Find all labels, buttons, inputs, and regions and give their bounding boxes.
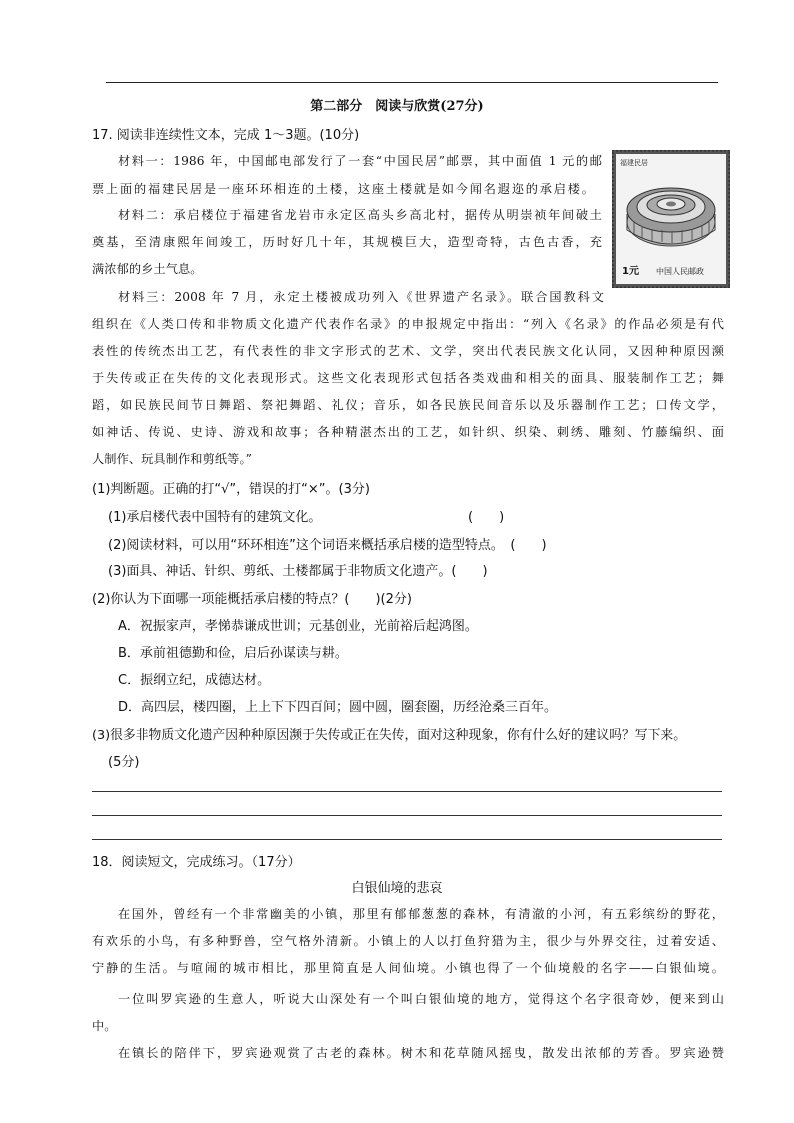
option-b[interactable]: B．承前祖德勤和俭，启后孙谋读与耕。: [118, 646, 348, 661]
story-p1-line-1: 在国外，曾经有一个非常幽美的小镇，那里有郁郁葱葱的森林，有清澈的小河，有五彩缤纷的野花，: [118, 907, 724, 921]
part-title: 第二部分 阅读与欣赏(27分): [310, 99, 484, 114]
stamp-top-label: 福建民居: [620, 159, 648, 167]
top-divider: [106, 82, 718, 83]
story-p3-line-1: 在镇长的陪伴下，罗宾逊观赏了古老的森林。树木和花草随风摇曳，散发出浓郁的芳香。罗宾逊赞: [118, 1046, 724, 1060]
material-1-line-2: 票上面的福建民居是一座环环相连的土楼，这座土楼就是如今闻名遐迩的承启楼。: [92, 182, 594, 196]
answer-line-3[interactable]: [92, 839, 722, 840]
material-1-line-1: 材料一：1986 年，中国邮电部发行了一套“中国民居”邮票，其中面值 1 元的邮: [118, 154, 602, 168]
sub-question-3: (3)很多非物质文化遗产因种种原因濒于失传或正在失传，面对这种现象，你有什么好的建议吗？写下来。: [92, 728, 686, 743]
material-3-line-3: 表性的传统杰出工艺，有代表性的非文字形式的艺术、文学，突出代表民族文化认同，又因种种原因濒: [92, 344, 724, 358]
material-2-line-3: 满浓郁的乡土气息。: [92, 262, 203, 276]
stamp-image: [612, 150, 730, 288]
sub-question-1: (1)判断题。正确的打“√”，错误的打“×”。(3分): [92, 482, 370, 497]
sub-question-2: (2)你认为下面哪一项能概括承启楼的特点？( )(2分): [92, 592, 412, 607]
story-p2-line-1: 一位叫罗宾逊的生意人，听说大山深处有一个叫白银仙境的地方，觉得这个名字很奇妙，便来到山: [118, 992, 724, 1006]
question-17-heading: 17. 阅读非连续性文本，完成 1～3题。(10分): [92, 128, 360, 143]
material-3-line-5: 蹈，如民族民间节日舞蹈、祭祀舞蹈、礼仪；音乐，如各民族民间音乐以及乐器制作工艺；口传文学，: [92, 398, 724, 412]
judgment-3: (3)面具、神话、针织、剪纸、土楼都属于非物质文化遗产。( ): [108, 564, 488, 579]
story-p2-line-2: 中。: [92, 1019, 117, 1033]
material-2-line-1: 材料二：承启楼位于福建省龙岩市永定区高头乡高北村，据传从明崇祯年间破土: [118, 208, 602, 222]
material-3-line-1: 材料三：2008 年 7 月，永定土楼被成功列入《世界遗产名录》。联合国教科文: [118, 290, 604, 304]
question-18-heading: 18．阅读短文，完成练习。（17分）: [92, 855, 301, 870]
material-2-line-2: 奠基，至清康熙年间竣工，历时好几十年，其规模巨大，造型奇特，古色古香，充: [92, 235, 602, 249]
story-p1-line-3: 宁静的生活。与喧闹的城市相比，那里简直是人间仙境。小镇也得了一个仙境般的名字——白银仙境。: [92, 961, 724, 975]
judgment-1: (1)承启楼代表中国特有的建筑文化。: [108, 510, 322, 525]
material-3-line-4: 于失传或正在失传的文化表现形式。这些文化表现形式包括各类戏曲和相关的面具、服装制作工艺；舞: [92, 371, 724, 385]
story-title: 白银仙境的悲哀: [351, 881, 443, 896]
option-a[interactable]: A．祝振家声，孝悌恭谦成世训；元基创业，光前裕后起鸿图。: [118, 619, 478, 634]
stamp-value: 1元: [622, 266, 639, 277]
answer-line-1[interactable]: [92, 791, 722, 792]
stamp-issuer: 中国人民邮政: [656, 267, 704, 276]
answer-line-2[interactable]: [92, 815, 722, 816]
material-3-line-7: 人制作、玩具制作和剪纸等。”: [92, 452, 252, 466]
material-3-line-6: 如神话、传说、史诗、游戏和故事；各种精湛杰出的工艺，如针织、织染、刺绣、雕刻、竹藤编织、面: [92, 425, 724, 439]
material-3-line-2: 组织在《人类口传和非物质文化遗产代表作名录》的申报规定中指出：“列入《名录》的作品必须是有代: [92, 317, 724, 331]
judgment-2: (2)阅读材料，可以用“环环相连”这个词语来概括承启楼的造型特点。 ( ): [108, 538, 547, 553]
story-p1-line-2: 有欢乐的小鸟，有多种野兽，空气格外清新。小镇上的人以打鱼狩猎为主，很少与外界交往，过着安适、: [92, 934, 724, 948]
sub-question-3-score: (5分): [108, 755, 140, 770]
option-c[interactable]: C．振纲立纪，成德达材。: [118, 673, 271, 688]
option-d[interactable]: D．高四层，楼四圈，上上下下四百间；圆中圆，圈套圈，历经沧桑三百年。: [118, 700, 558, 715]
judgment-1-blank[interactable]: ( ): [468, 510, 505, 525]
